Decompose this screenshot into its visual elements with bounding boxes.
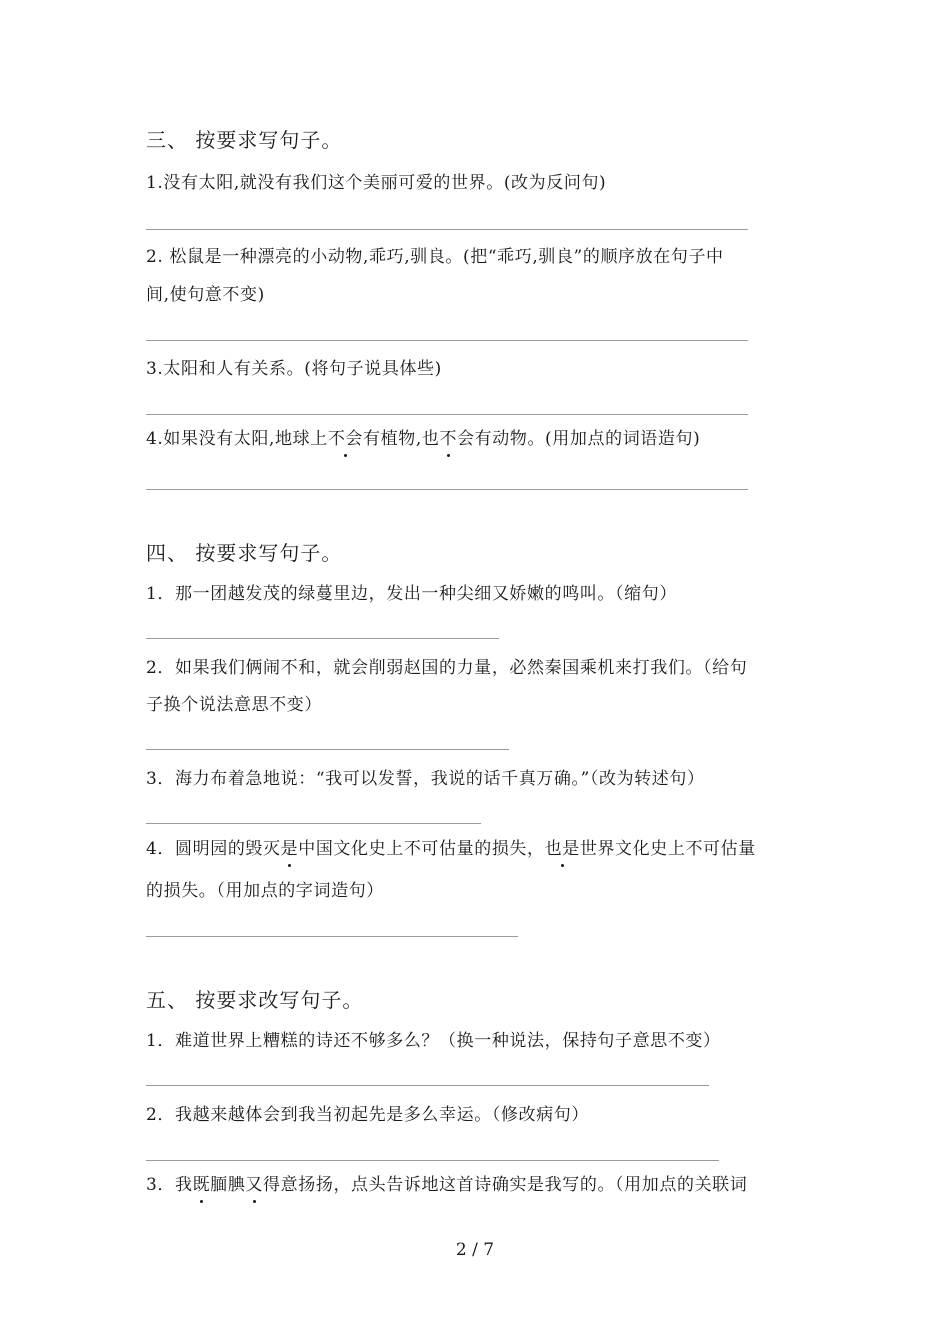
question-4-4-line2: 的损失。（用加点的字词造句） <box>146 881 384 901</box>
section-title-3: 三、 按要求写句子。 <box>146 128 343 152</box>
page-number: 2 / 7 <box>455 1240 495 1260</box>
answer-line-5-1[interactable] <box>146 1085 709 1086</box>
answer-line-3-1[interactable] <box>146 229 748 230</box>
question-3-2-line2: 间,使句意不变) <box>146 285 265 305</box>
dotted-word-you: 又 <box>245 1175 264 1195</box>
section-title-5: 五、 按要求改写句子。 <box>146 988 364 1012</box>
answer-line-4-4[interactable] <box>146 936 518 937</box>
question-5-3-part1: 3．我 <box>146 1175 193 1195</box>
question-4-4-part3: 世界文化史上不可估量 <box>579 839 756 859</box>
dotted-word-buhui: 不会 <box>327 429 364 449</box>
dotted-word-yebuhui: 也不会 <box>421 429 475 449</box>
answer-line-3-3[interactable] <box>146 414 748 415</box>
question-4-1: 1．那一团越发茂的绿蔓里边，发出一种尖细又娇嫩的鸣叫。（缩句） <box>146 584 677 604</box>
dotted-word-shi: 是 <box>280 839 299 859</box>
question-4-4-line1 <box>146 838 756 860</box>
question-3-4-part2: 有植物, <box>363 429 422 449</box>
question-3-4-part3: 有动物。(用加点的词语造句) <box>474 429 701 449</box>
dotted-word-ji: 既 <box>192 1175 211 1195</box>
question-3-4 <box>146 428 700 450</box>
answer-line-3-4[interactable] <box>146 489 748 490</box>
answer-line-5-2[interactable] <box>146 1160 719 1161</box>
section-title-4: 四、 按要求写句子。 <box>146 541 343 565</box>
answer-line-4-3[interactable] <box>146 823 481 824</box>
question-5-3-part2: 腼腆 <box>210 1175 246 1195</box>
question-4-2-line1: 2．如果我们俩闹不和，就会削弱赵国的力量，必然秦国乘机来打我们。（给句 <box>146 658 748 678</box>
question-4-4-part1: 4．圆明园的毁灭 <box>146 839 281 859</box>
question-3-3: 3.太阳和人有关系。(将句子说具体些) <box>146 359 442 379</box>
question-5-2: 2．我越来越体会到我当初起先是多么幸运。（修改病句） <box>146 1105 589 1125</box>
question-5-1: 1．难道世界上糟糕的诗还不够多么？（换一种说法，保持句子意思不变） <box>146 1031 721 1051</box>
question-5-3-part3: 得意扬扬，点头告诉地这首诗确实是我写的。（用加点的关联词 <box>263 1175 748 1195</box>
question-5-3 <box>146 1174 747 1196</box>
question-4-3: 3．海力布着急地说：“我可以发誓，我说的话千真万确。”（改为转述句） <box>146 769 705 789</box>
answer-line-4-2[interactable] <box>146 749 509 750</box>
answer-line-3-2[interactable] <box>146 340 748 341</box>
answer-line-4-1[interactable] <box>146 638 499 639</box>
question-3-2-line1: 2. 松鼠是一种漂亮的小动物,乖巧,驯良。(把“乖巧,驯良”的顺序放在句子中 <box>146 247 724 267</box>
question-3-1: 1.没有太阳,就没有我们这个美丽可爱的世界。(改为反问句) <box>146 173 607 193</box>
dotted-word-yeshi: 也是 <box>544 839 580 859</box>
question-3-4-part1: 4.如果没有太阳,地球上 <box>146 429 328 449</box>
question-4-2-line2: 子换个说法意思不变） <box>146 695 322 715</box>
question-4-4-part2: 中国文化史上不可估量的损失， <box>298 839 545 859</box>
